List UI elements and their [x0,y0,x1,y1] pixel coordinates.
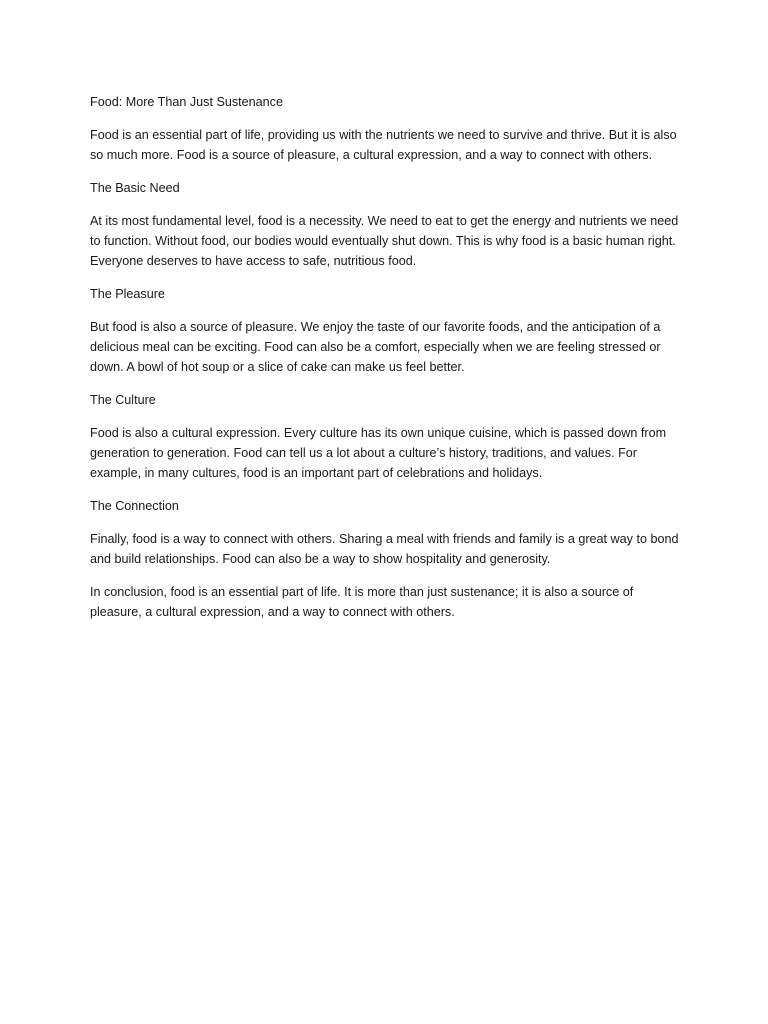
section-heading-culture: The Culture [90,393,156,407]
section-heading-connection: The Connection [90,499,179,513]
document-page [90,92,680,635]
section-heading-basic-need: The Basic Need [90,181,180,195]
section-body-basic-need: At its most fundamental level, food is a necessity. We need to eat to get the energy and nutrients we need to function. Without food, our bodies would eventually shut down. This is why food is a basic human right. Everyone deserves to have access to safe, nutritious food. [90,214,679,268]
section-body-pleasure: But food is also a source of pleasure. We enjoy the taste of our favorite foods, and the anticipation of a delicious meal can be exciting. Food can also be a comfort, especially when we are feeling stressed or down. A bowl of hot soup or a slice of cake can make us feel better. [90,320,661,374]
section-body-culture: Food is also a cultural expression. Every culture has its own unique cuisine, which is passed down from generation to generation. Food can tell us a lot about a culture’s history, traditions, and values. For example, in many cultures, food is an important part of celebrations and holidays. [90,426,667,480]
document-title: Food: More Than Just Sustenance [90,95,283,109]
section-heading-pleasure: The Pleasure [90,287,165,301]
section-body-connection: Finally, food is a way to connect with others. Sharing a meal with friends and family is a great way to bond and build relationships. Food can also be a way to show hospitality and generosity. [90,532,679,566]
conclusion-paragraph: In conclusion, food is an essential part of life. It is more than just sustenance; it is also a source of pleasure, a cultural expression, and a way to connect with others. [90,585,634,619]
intro-paragraph: Food is an essential part of life, providing us with the nutrients we need to survive and thrive. But it is also so much more. Food is a source of pleasure, a cultural expression, and a way to connect with others. [90,128,677,162]
